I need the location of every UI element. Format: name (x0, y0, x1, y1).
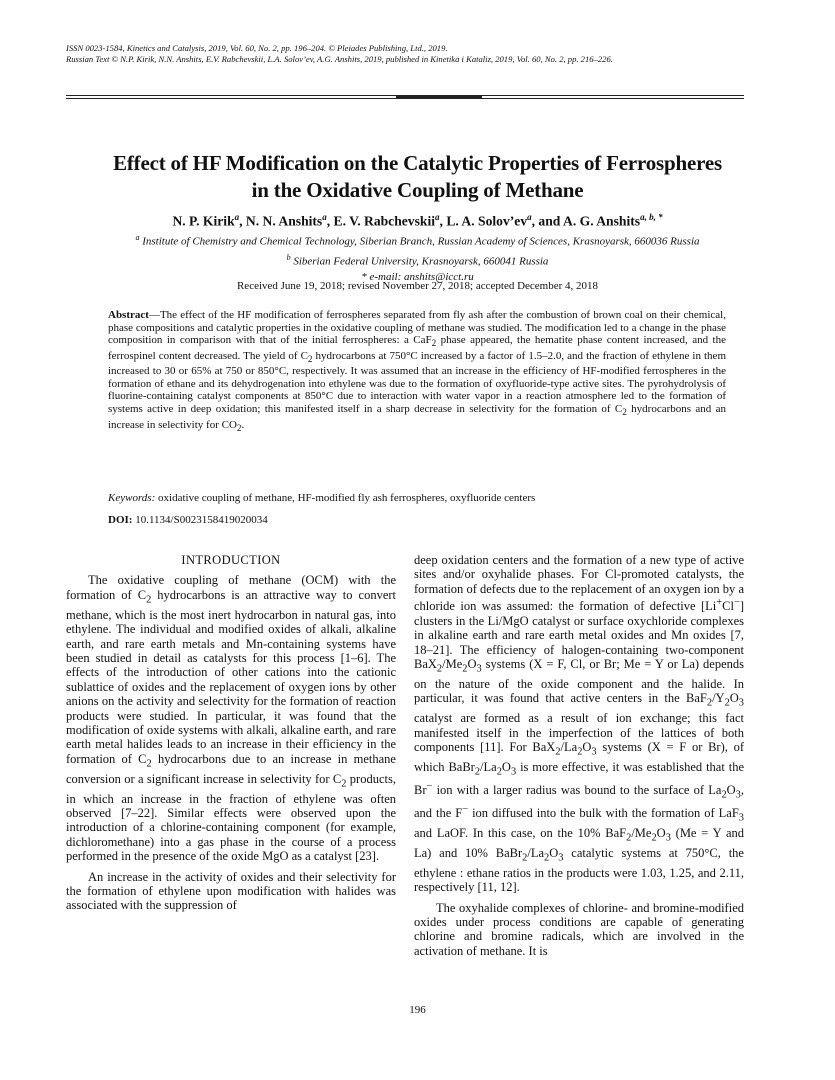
intro-paragraph-1: The oxidative coupling of methane (OCM) with the formation of $C_2$ hydrocarbons is an attractive way to convert methane, which is the most inert hydrocarbon in natural gas, into ethylene. The individual and modified oxides of alkali, alkaline earth, and rare earth metals and Mn-containing systems have been studied in detail as catalysts for this process [1–6]. The effects of the introduction of other cations into the cationic sublattice of oxides and the replacement of oxygen ions by other anions on the activity and selectivity for the formation of reaction products were studied. In particular, it was found that the modification of oxide systems with alkali, alkaline earth, and rare earth metal halides leads to an increase in their efficiency in the formation of $C_2$ hydrocarbons due to an increase in methane conversion or a significant increase in selectivity for $C_2$ products, in which an increase in the fraction of ethylene was often observed [7–22]. Similar effects were observed upon the introduction of a chlorine-containing component (for example, dichloromethane) into a gas phase in the course of a process performed in the presence of the oxide MgO as a catalyst [23]. (66, 573, 396, 864)
doi-link[interactable]: 10.1134/S0023158419020034 (132, 514, 268, 526)
author-4-affil: a (527, 212, 532, 222)
abstract-label: Abstract (108, 309, 149, 321)
doi (108, 513, 726, 527)
page-number: 196 (409, 1004, 426, 1016)
author-3: E. V. Rabchevskii (333, 213, 436, 229)
section-heading-introduction: INTRODUCTION (181, 553, 281, 567)
corresponding-email: * e-mail: anshits@icct.ru (361, 271, 474, 284)
author-2-affil: a (322, 212, 327, 222)
intro-paragraph-2: An increase in the activity of oxides and their selectivity for the formation of ethylene upon modification with halides was associated with the suppression of (66, 869, 396, 913)
journal-header (66, 43, 766, 65)
left-column (66, 553, 396, 913)
abstract: Abstract—The effect of the HF modification of ferrospheres separated from fly ash after the combustion of brown coal on their chemical, phase compositions and catalytic properties in the oxidative coupling of methane was studied. The modification led to a change in the phase composition in comparison with that of the initial ferrospheres: a CaF$_2$ phase appeared, the hematite phase content increased, and the ferrospinel content decreased. The yield of $C_2$ hydrocarbons at 750°C increased by a factor of 1.5–2.0, and the fraction of ethylene in them increased to 30 or 65% at 750 or 850°C, respectively. It was assumed that an increase in the efficiency of HF-modified ferrospheres in the formation of ethane and its dehydrogenation into ethylene was due to the formation of oxyfluoride-type active sites. The pyrohydrolysis of fluorine-containing catalyst components at 850°C due to interaction with water vapor in a reaction atmosphere led to the formation of systems active in deep oxidation; this manifested itself in a sharp decrease in selectivity for the formation of $C_2$ hydrocarbons and an increase in selectivity for $CO_2$. (108, 309, 726, 433)
author-1-affil: a (234, 212, 240, 222)
article-title (40, 150, 795, 204)
keywords-label: Keywords: (108, 492, 156, 504)
issn-line: ISSN 0023-1584, Kinetics and Catalysis, 2019, Vol. 60, No. 2, pp. 196–204. © Pleiades Publishing, Ltd., 2019. (66, 43, 448, 53)
title-line-2: in the Oxidative Coupling of Methane (251, 178, 584, 202)
title-line-1: Effect of HF Modification on the Catalytic Properties of Ferrospheres (113, 151, 722, 175)
author-5: A. G. Anshits (563, 213, 641, 229)
doi-label: DOI: (108, 514, 133, 526)
rule-bottom (66, 98, 744, 99)
intro-paragraph-3: deep oxidation centers and the formation of a new type of active sites and/or oxyhalide phases. For Cl-promoted catalysts, the formation of defects due to the replacement of an oxygen ion by a chloride ion was assumed: the formation of defective [Li+Cl−] clusters in the Li/MgO catalyst or surface oxychloride complexes in alkaline earth and rare earth metal oxides and Mn oxides [7, 18–21]. The efficiency of halogen-containing two-component $BaX_2/Me_2O_3$ systems (X = F, Cl, or Br; Me = Y or La) depends on the nature of the oxide component and the halide. In particular, it was found that active centers in the $BaF_2/Y_2O_3$ catalyst are formed as a result of ion exchange; this fact manifested itself in the imperfection of the lattices of both components [11]. For $BaX_2/La_2O_3$ systems (X = F or Br), of which $BaBr_2/La_2O_3$ is more effective, it was established that the Br− ion with a larger radius was bound to the surface of $La_2O_3$, and the F− ion diffused into the bulk with the formation of LaF$_3$ and LaOF. In this case, on the 10% $BaF_2/Me_2O_3$ (Me = Y and La) and 10% $BaBr_2/La_2O_3$ catalytic systems at 750°C, the ethylene : ethane ratios in the products were 1.03, 1.25, and 2.11, respectively [11, 12]. (414, 553, 744, 895)
affiliations (40, 230, 795, 286)
russian-text-line: Russian Text © N.P. Kirik, N.N. Anshits, E.V. Rabchevskii, L.A. Solov’ev, A.G. Anshits, 2019, published in Kinetika i Kataliz, 2019, Vol. 60, No. 2, pp. 216–226. (66, 54, 613, 64)
author-4: L. A. Solov’ev (446, 213, 528, 229)
author-5-affil: a, b, * (640, 212, 663, 222)
affiliation-a: $^a$ Institute of Chemistry and Chemical Technology, Siberian Branch, Russian Academy of Sciences, Krasnoyarsk, 660036 Russia (135, 233, 700, 248)
author-3-affil: a (435, 212, 440, 222)
author-2: N. N. Anshits (245, 213, 323, 229)
author-1: N. P. Kirik (172, 213, 235, 229)
received-dates: Received June 19, 2018; revised November 27, 2018; accepted December 4, 2018 (236, 280, 599, 292)
header-rules (66, 95, 744, 103)
right-column (414, 553, 744, 958)
keywords: Keywords: oxidative coupling of methane, HF-modified fly ash ferrospheres, oxyfluoride centers (108, 492, 536, 504)
affiliation-b: $^b$ Siberian Federal University, Krasnoyarsk, 660041 Russia (286, 253, 549, 268)
intro-paragraph-4: The oxyhalide complexes of chlorine- and bromine-modified oxides under process conditions are capable of generating chlorine and bromine radicals, which are involved in the activation of methane. It is (414, 900, 744, 958)
author-list: N. P. Kirik$^a$, N. N. Anshits$^a$, E. V. Rabchevskii$^a$, L. A. $Solov’ev^a$, and A. G. Anshits$^{a, b, *}$ (172, 212, 663, 229)
